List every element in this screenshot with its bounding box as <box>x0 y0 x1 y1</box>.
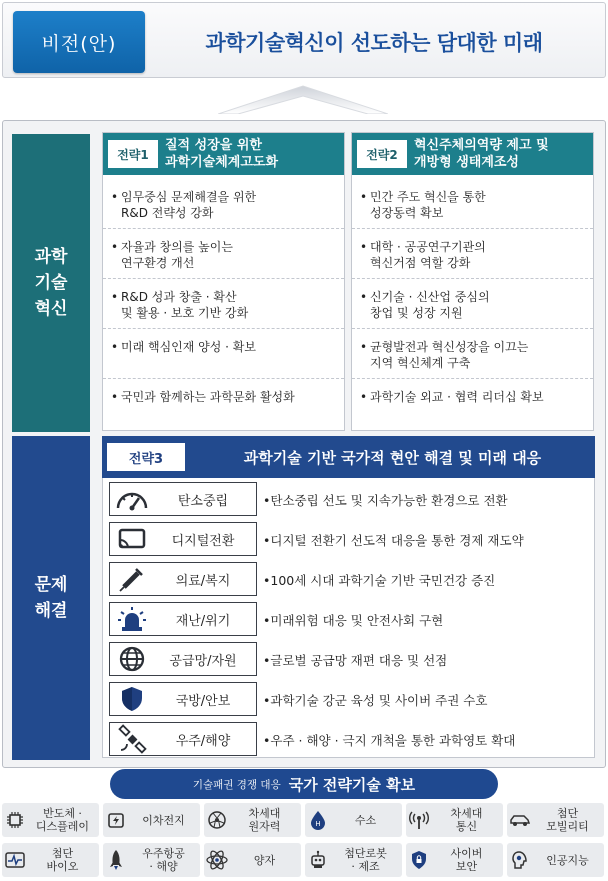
satellite-icon <box>110 724 154 754</box>
item-line: R&D 성과 창출 · 확산 <box>121 290 237 304</box>
tech-label-line: 첨단 <box>51 847 74 860</box>
strategy-3-row <box>107 600 590 640</box>
tech-label-line: 모빌리티 <box>546 820 589 833</box>
tech-tile <box>305 803 402 837</box>
issue-description: •미래위험 대응 및 안전사회 구현 <box>263 613 444 628</box>
issue-box <box>109 722 257 756</box>
atom-hazard-icon <box>204 803 230 837</box>
item-line: 과학기술 외교 · 협력 리더십 확보 <box>370 390 544 404</box>
tech-label-line: 인공지능 <box>546 853 589 867</box>
tech-label-line: 우주항공 <box>142 847 185 860</box>
tech-label-line: 첨단 <box>556 807 579 820</box>
issue-label: 재난/위기 <box>175 613 231 629</box>
national-strategy-banner <box>110 769 498 799</box>
car-icon <box>507 803 533 837</box>
list-item: • 민간 주도 혁신을 통한 성장동력 확보 <box>352 179 593 229</box>
technology-tiles <box>2 803 606 879</box>
tech-tile <box>406 843 503 877</box>
strategy-3-title: 과학기술 기반 국가적 현안 해결 및 미래 대응 <box>243 448 542 467</box>
item-line: 지역 혁신체계 구축 <box>370 356 471 370</box>
strategy-1-title <box>165 137 338 171</box>
heartbeat-icon <box>2 843 28 877</box>
tech-label <box>432 807 503 833</box>
robot-icon <box>305 843 331 877</box>
tech-label-line: 통신 <box>455 820 478 833</box>
item-line: 민간 주도 혁신을 통한 <box>370 190 486 204</box>
issue-box <box>109 642 257 676</box>
item-line: 신기술 · 신산업 중심의 <box>370 290 490 304</box>
list-item: • 신기술 · 신산업 중심의 창업 및 성장 지원 <box>352 279 593 329</box>
strategy-2-card <box>351 132 594 431</box>
tech-label <box>129 847 200 873</box>
issue-box <box>109 482 257 516</box>
strategy-1-card <box>102 132 345 431</box>
item-line: 자율과 창의를 높이는 <box>121 240 233 254</box>
tech-tile <box>2 843 99 877</box>
strategy-3-row <box>107 680 590 720</box>
item-line: 성장동력 확보 <box>370 206 444 220</box>
tech-label-line: 원자력 <box>248 820 281 833</box>
issue-label: 국방/안보 <box>175 693 231 709</box>
issue-label: 의료/복지 <box>175 573 231 589</box>
strategy-3-row <box>107 640 590 680</box>
issue-box <box>109 682 257 716</box>
title-line: 과학기술체계고도화 <box>165 155 279 170</box>
tech-label <box>533 807 604 833</box>
tech-tile <box>204 843 301 877</box>
tech-label-line: · 해양 <box>149 860 178 873</box>
tech-tile <box>507 803 604 837</box>
tech-label-line: 바이오 <box>46 860 79 873</box>
tech-label-line: 양자 <box>253 853 276 867</box>
svg-text:H: H <box>315 820 321 828</box>
tech-tile <box>2 803 99 837</box>
shield-icon <box>110 684 154 714</box>
strategy-3-row <box>107 560 590 600</box>
chip-icon <box>2 803 28 837</box>
list-item: • 대학 · 공공연구기관의 혁신거점 역할 강화 <box>352 229 593 279</box>
section-label-line: 과학 <box>34 247 68 267</box>
tech-tile <box>103 843 200 877</box>
tech-label <box>331 847 402 873</box>
strategy-3-body <box>102 478 595 758</box>
siren-icon <box>110 604 154 634</box>
brain-icon <box>507 843 533 877</box>
issue-label: 공급망/자원 <box>169 653 237 669</box>
issue-description: •과학기술 강군 육성 및 사이버 주권 수호 <box>263 693 488 708</box>
national-strategy-subtitle: 기술패권 경쟁 대응 <box>192 778 281 791</box>
issue-box <box>109 522 257 556</box>
issue-box <box>109 602 257 636</box>
tech-label-line: 차세대 <box>248 807 281 820</box>
item-line: 연구환경 개선 <box>121 256 195 270</box>
tech-label-line: 차세대 <box>450 807 483 820</box>
list-item: • 과학기술 외교 · 협력 리더십 확보 <box>360 390 544 404</box>
issue-description: •우주 · 해양 · 극지 개척을 통한 과학영토 확대 <box>263 733 516 748</box>
national-strategy-title: 국가 전략기술 확보 <box>288 775 416 794</box>
tech-label <box>28 807 99 833</box>
item-line: 국민과 함께하는 과학문화 활성화 <box>121 390 295 404</box>
issue-description: •탄소중립 선도 및 지속가능한 환경으로 전환 <box>263 493 508 508</box>
strategy-3-header <box>102 436 595 478</box>
section-label-problem-solving <box>12 436 90 760</box>
tech-label <box>129 814 200 827</box>
cast-screen-icon <box>110 524 154 554</box>
list-item: • 균형발전과 혁신성장을 이끄는 지역 혁신체계 구축 <box>352 329 593 379</box>
shield-lock-icon <box>406 843 432 877</box>
issue-description: •글로벌 공급망 재편 대응 및 선점 <box>263 653 448 668</box>
item-line: 혁신거점 역할 강화 <box>370 256 471 270</box>
vision-header <box>2 2 606 78</box>
globe-icon <box>110 644 154 674</box>
item-line: 창업 및 성장 지원 <box>370 306 463 320</box>
tech-label <box>432 847 503 873</box>
tech-label <box>230 807 301 833</box>
item-line: 균형발전과 혁신성장을 이끄는 <box>370 340 529 354</box>
item-line: 대학 · 공공연구기관의 <box>370 240 486 254</box>
tech-label-line: 디스플레이 <box>35 820 90 833</box>
list-item: • 미래 핵심인재 양성 · 확보 <box>103 329 344 379</box>
section-label-line: 해결 <box>34 601 68 621</box>
title-line: 질적 성장을 위한 <box>165 138 262 153</box>
up-arrow-icon <box>218 82 388 114</box>
antenna-icon <box>406 803 432 837</box>
tech-label-line: 이차전지 <box>142 813 185 827</box>
list-item: • 임무중심 문제해결을 위한 R&D 전략성 강화 <box>103 179 344 229</box>
tech-label <box>230 854 301 867</box>
strategy-1-badge: 전략1 <box>107 139 159 169</box>
battery-icon <box>103 803 129 837</box>
strategy-3-row <box>107 520 590 560</box>
strategy-1-header <box>103 133 344 175</box>
issue-label: 디지털전환 <box>171 533 235 549</box>
section-label-line: 문제 <box>34 575 68 595</box>
tech-tile <box>103 803 200 837</box>
item-line: 미래 핵심인재 양성 · 확보 <box>121 340 256 354</box>
strategy-2-title <box>414 137 587 171</box>
section-label-innovation <box>12 134 90 432</box>
section-label-line: 기술 <box>34 273 68 293</box>
title-line: 개방형 생태계조성 <box>414 155 519 170</box>
vision-statement: 과학기술혁신이 선도하는 담대한 미래 <box>205 31 543 55</box>
quantum-icon <box>204 843 230 877</box>
issue-label: 탄소중립 <box>177 493 229 509</box>
item-line: R&D 전략성 강화 <box>121 206 214 220</box>
tech-label-line: 보안 <box>455 860 478 873</box>
item-line: 및 활용 · 보호 기반 강화 <box>121 306 249 320</box>
title-line: 혁신주체의역량 제고 및 <box>414 138 549 153</box>
tech-label <box>28 847 99 873</box>
tech-label-line: · 제조 <box>351 860 380 873</box>
tech-label-line: 사이버 <box>450 847 483 860</box>
issue-description: •100세 시대 과학기술 기반 국민건강 증진 <box>263 573 496 588</box>
tech-label <box>533 854 604 867</box>
tech-tile <box>204 803 301 837</box>
hydrogen-icon <box>305 803 331 837</box>
vision-tag: 비전(안) <box>13 11 145 73</box>
issue-label: 우주/해양 <box>175 733 231 749</box>
strategy-3-row <box>107 720 590 760</box>
section-label-line: 혁신 <box>34 299 68 319</box>
list-item: • R&D 성과 창출 · 확산 및 활용 · 보호 기반 강화 <box>103 279 344 329</box>
strategy-2-header <box>352 133 593 175</box>
rocket-icon <box>103 843 129 877</box>
issue-box <box>109 562 257 596</box>
strategy-3-badge: 전략3 <box>106 442 186 472</box>
gauge-icon <box>110 484 154 514</box>
issue-description: •디지털 전환기 선도적 대응을 통한 경제 재도약 <box>263 533 524 548</box>
tech-tile <box>305 843 402 877</box>
tech-tile <box>507 843 604 877</box>
tech-label <box>331 814 402 827</box>
tech-label-line: 첨단로봇 <box>344 847 387 860</box>
syringe-icon <box>110 564 154 594</box>
strategy-2-badge: 전략2 <box>356 139 408 169</box>
list-item: • 자율과 창의를 높이는 연구환경 개선 <box>103 229 344 279</box>
list-item: • 국민과 함께하는 과학문화 활성화 <box>111 390 295 404</box>
strategy-3-row <box>107 480 590 520</box>
tech-label-line: 반도체 · <box>43 807 82 820</box>
tech-tile <box>406 803 503 837</box>
tech-label-line: 수소 <box>354 813 377 827</box>
item-line: 임무중심 문제해결을 위한 <box>121 190 257 204</box>
